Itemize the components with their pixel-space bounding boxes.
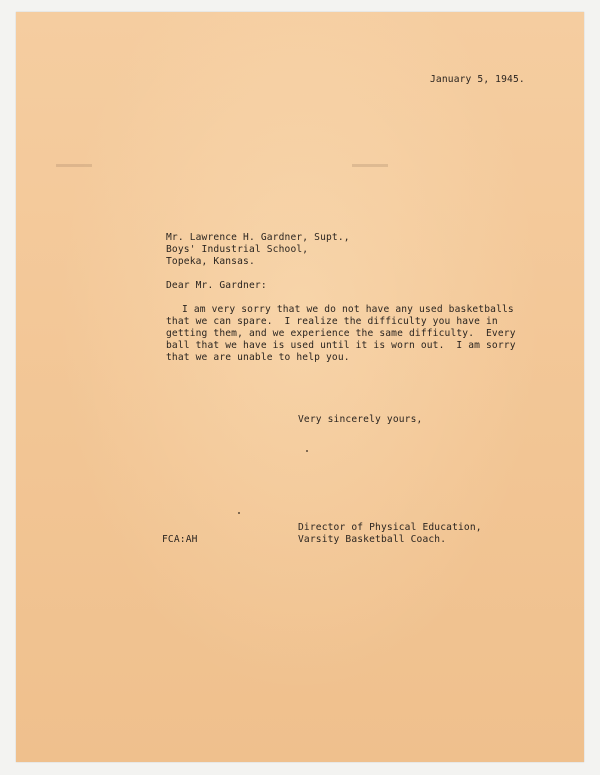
- reference-initials: FCA:AH: [162, 534, 198, 545]
- body-line-2: that we can spare. I realize the difficulty you have in: [166, 316, 498, 327]
- body-line-5: that we are unable to help you.: [166, 352, 350, 363]
- letter-page: [16, 12, 584, 762]
- body-line-3: getting them, and we experience the same difficulty. Every: [166, 328, 516, 339]
- ink-speck: [238, 512, 240, 514]
- address-line-3: Topeka, Kansas.: [166, 256, 255, 267]
- paper-mark: [56, 164, 92, 167]
- closing: Very sincerely yours,: [298, 414, 423, 425]
- letter-date: January 5, 1945.: [430, 74, 525, 85]
- body-line-1: I am very sorry that we do not have any used basketballs: [182, 304, 514, 315]
- salutation: Dear Mr. Gardner:: [166, 280, 267, 291]
- ink-speck: [306, 450, 308, 452]
- address-line-1: Mr. Lawrence H. Gardner, Supt.,: [166, 232, 350, 243]
- body-line-4: ball that we have is used until it is worn out. I am sorry: [166, 340, 516, 351]
- address-line-2: Boys' Industrial School,: [166, 244, 309, 255]
- signature-line-1: Director of Physical Education,: [298, 522, 482, 533]
- signature-line-2: Varsity Basketball Coach.: [298, 534, 447, 545]
- paper-mark: [352, 164, 388, 167]
